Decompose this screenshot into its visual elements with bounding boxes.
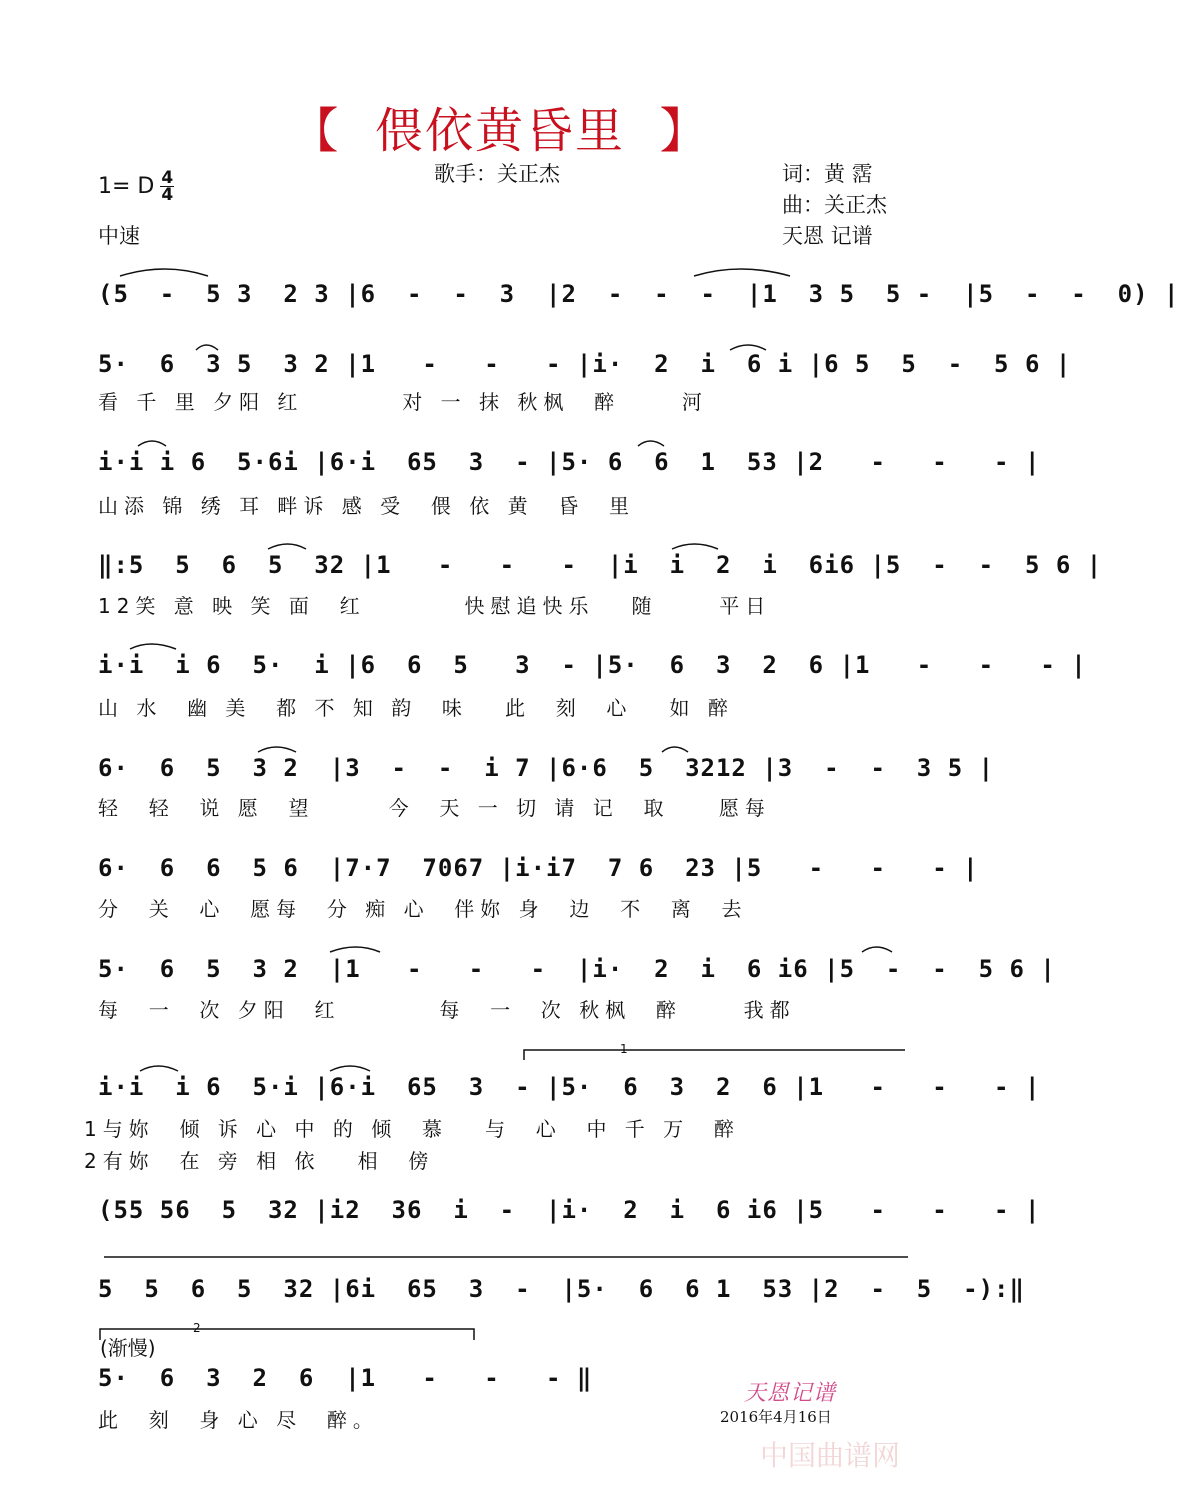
slur [730, 345, 766, 350]
composer: 曲：关正杰 [782, 193, 887, 217]
slur [268, 544, 306, 549]
slur [330, 1066, 370, 1071]
transcriber-stamp: 天恩记谱 [744, 1381, 837, 1406]
singer: 歌手：关正杰 [434, 162, 560, 186]
notation: 5· 6 3 2 6 |1 - - - ‖ [98, 1364, 593, 1392]
slur [330, 947, 380, 952]
notation: i·i i 6 5·6i |6·i 65 3 - |5· 6 6 1 53 |2 - - - | [98, 448, 1041, 476]
volta-1-bracket [524, 1050, 905, 1060]
lyrics-line: 此 刻 身 心 尽 醉。 [98, 1408, 379, 1432]
page-title: 【 偎依黄昏里 】 [290, 103, 710, 159]
time-numerator: 4 [161, 168, 174, 188]
notation: 5 5 6 5 32 |6i 65 3 - |5· 6 6 1 53 |2 - 5 -):‖ [98, 1275, 1025, 1303]
lyrics-verse-2: 2有妳 在 旁 相 依 相 傍 [84, 1149, 435, 1173]
slur [662, 747, 688, 752]
lyrics-line: 轻 轻 说 愿 望 今 天 一 切 请 记 取 愿每 [98, 796, 771, 820]
lyrics-line: 山添 锦 绣 耳 畔诉 感 受 偎 依 黄 昏 里 [98, 494, 636, 518]
notation: (5 - 5 3 2 3 |6 - - 3 |2 - - - |1 3 5 5 - |5 - - 0) | [98, 280, 1179, 308]
notation: (55 56 5 32 |i2 36 i - |i· 2 i 6 i6 |5 - - - | [98, 1196, 1041, 1224]
time-denominator: 4 [161, 185, 174, 205]
notation: 5· 6 3 5 3 2 |1 - - - |i· 2 i 6 i |6 5 5 - 5 6 | [98, 350, 1072, 378]
lyrics-line: 12笑 意 映 笑 面 红 快慰追快乐 随 平日 [98, 594, 772, 618]
slur [140, 1066, 178, 1071]
slur [196, 345, 218, 350]
lyrics-verse-1: 1与妳 倾 诉 心 中 的 倾 慕 与 心 中 千 万 醉 [84, 1117, 740, 1141]
notation: 6· 6 5 3 2 |3 - - i 7 |6·6 5 3212 |3 - - 3 5 | [98, 754, 995, 782]
volta-2-label: 2 [193, 1321, 201, 1335]
slur [672, 544, 718, 549]
volta-1-label: 1 [620, 1042, 628, 1056]
key-label: 1= D [98, 174, 155, 199]
slur [638, 441, 664, 446]
notation: i·i i 6 5· i |6 6 5 3 - |5· 6 3 2 6 |1 - - - | [98, 651, 1087, 679]
slur [862, 947, 892, 952]
lyrics-line: 看 千 里 夕阳 红 对 一 抹 秋枫 醉 河 [98, 390, 708, 414]
lyrics-line: 山 水 幽 美 都 不 知 韵 味 此 刻 心 如 醉 [98, 696, 734, 720]
notation: ‖:5 5 6 5 32 |1 - - - |i i 2 i 6i6 |5 - - 5 6 | [98, 551, 1103, 579]
slur [694, 269, 790, 276]
volta-2-bracket [100, 1329, 474, 1340]
tempo: 中速 [98, 224, 140, 248]
lyricist: 词：黄 霑 [782, 162, 873, 186]
slur [130, 644, 176, 649]
slur [258, 747, 296, 752]
lyrics-line: 分 关 心 愿每 分 痴 心 伴妳 身 边 不 离 去 [98, 897, 748, 921]
date-label: 2016年4月16日 [720, 1408, 832, 1426]
lyrics-line: 每 一 次 夕阳 红 每 一 次 秋枫 醉 我都 [98, 998, 796, 1022]
ritardando-marking: (渐慢) [100, 1336, 156, 1360]
slur [120, 269, 208, 276]
transcriber: 天恩 记谱 [782, 224, 873, 248]
notation: 5· 6 5 3 2 |1 - - - |i· 2 i 6 i6 |5 - - 5 6 | [98, 955, 1056, 983]
notation: 6· 6 6 5 6 |7·7 7067 |i·i7 7 6 23 |5 - - - | [98, 854, 979, 882]
notation: i·i i 6 5·i |6·i 65 3 - |5· 6 3 2 6 |1 - - - | [98, 1073, 1041, 1101]
site-watermark: 中国曲谱网 [760, 1439, 901, 1472]
slur [138, 441, 166, 446]
